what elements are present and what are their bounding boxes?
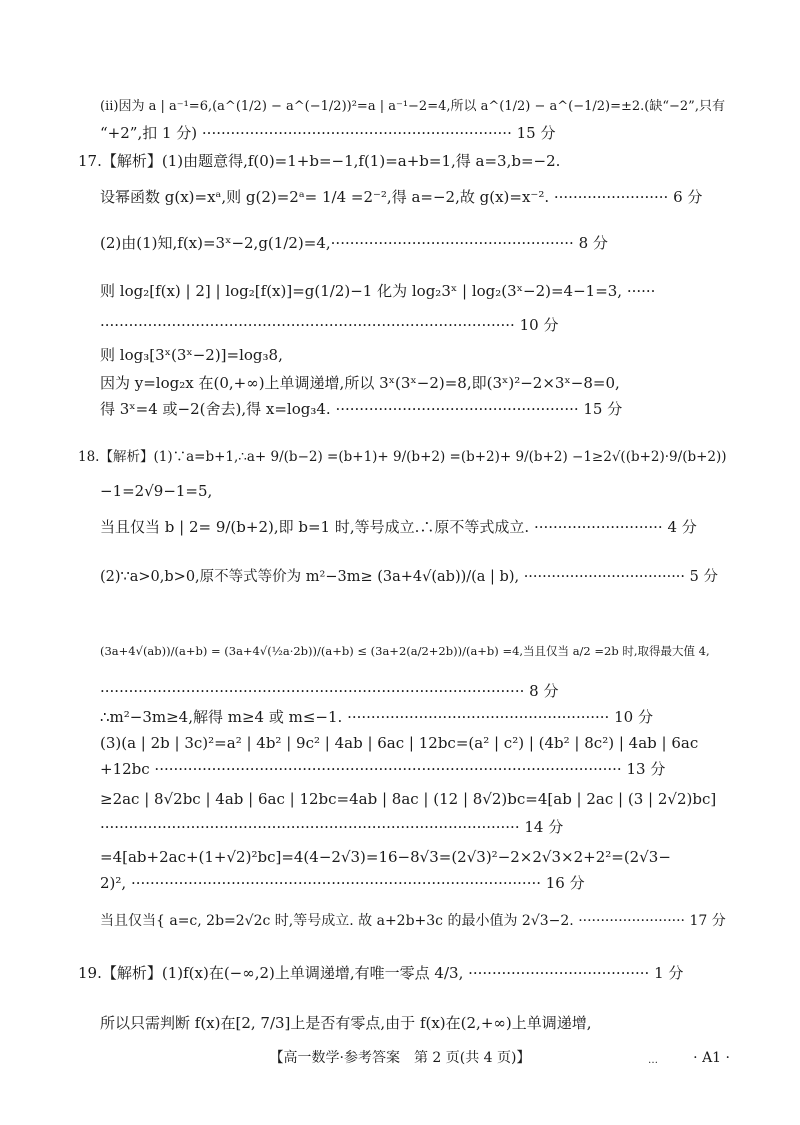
text-line: ∴m²−3m≥4,解得 m≥4 或 m≤−1. ······················································· 10 分 <box>100 708 653 726</box>
text-line: +12bc ·································································································· 13 分 <box>100 760 666 778</box>
text-line: “+2”,扣 1 分) ································································· 15 分 <box>100 124 556 142</box>
problem-19-heading: 19.【解析】(1)f(x)在(−∞,2)上单调递增,有唯一零点 4/3, ······································ 1 分 <box>78 964 684 982</box>
page-footer: 【高一数学·参考答案 第 2 页(共 4 页)】 <box>269 1050 531 1066</box>
text-line: (ⅱ)因为 a | a⁻¹=6,(a^(1/2) − a^(−1/2))²=a | a⁻¹−2=4,所以 a^(1/2) − a^(−1/2)=±2.(缺“−2”,只有 <box>100 99 725 114</box>
text-line: (2)由(1)知,f(x)=3ˣ−2,g(1/2)=4,··················································· 8 分 <box>100 234 608 252</box>
text-line: ······················································································· 10 分 <box>100 316 559 334</box>
text-line: −1=2√9−1=5, <box>100 482 213 500</box>
text-line: 因为 y=log₂x 在(0,+∞)上单调递增,所以 3ˣ(3ˣ−2)=8,即(3ˣ)²−2×3ˣ−8=0, <box>100 374 620 392</box>
problem-18-heading: 18.【解析】(1)∵a=b+1,∴a+ 9/(b−2) =(b+1)+ 9/(b+2) =(b+2)+ 9/(b+2) −1≥2√((b+2)·9/(b+2)) <box>78 449 727 465</box>
text-line: (3a+4√(ab))/(a+b) = (3a+4√(½a·2b))/(a+b) ≤ (3a+2(a/2+2b))/(a+b) =4,当且仅当 a/2 =2b 时,取得最大值 4, <box>100 644 710 658</box>
footer-mark: … <box>648 1055 658 1066</box>
text-line: ≥2ac | 8√2bc | 4ab | 6ac | 12bc=4ab | 8ac | (12 | 8√2)bc=4[ab | 2ac | (3 | 2√2)bc] <box>100 790 717 808</box>
text-line: 2)², ······················································································ 16 分 <box>100 874 585 892</box>
text-line: 所以只需判断 f(x)在[2, 7/3]上是否有零点,由于 f(x)在(2,+∞)上单调递增, <box>100 1014 592 1032</box>
text-line: 则 log₃[3ˣ(3ˣ−2)]=log₃8, <box>100 346 283 364</box>
text-line: 设幂函数 g(x)=xᵃ,则 g(2)=2ᵃ= 1/4 =2⁻²,得 a=−2,故 g(x)=x⁻². ························ 6 分 <box>100 188 703 206</box>
text-line: 当且仅当 b | 2= 9/(b+2),即 b=1 时,等号成立.∴原不等式成立. ··························· 4 分 <box>100 518 697 536</box>
text-line: ························································································ 14 分 <box>100 818 564 836</box>
problem-17-heading: 17.【解析】(1)由题意得,f(0)=1+b=−1,f(1)=a+b=1,得 a=3,b=−2. <box>78 152 561 170</box>
text-line: (2)∵a>0,b>0,原不等式等价为 m²−3m≥ (3a+4√(ab))/(a | b), ··································· 5 分 <box>100 569 718 585</box>
text-line: (3)(a | 2b | 3c)²=a² | 4b² | 9c² | 4ab | 6ac | 12bc=(a² | c²) | (4b² | 8c²) | 4ab | 6ac <box>100 734 699 752</box>
page-code: · A1 · <box>693 1050 730 1066</box>
text-line: 得 3ˣ=4 或−2(舍去),得 x=log₃4. ··················································· 15 分 <box>100 400 623 418</box>
text-line: 当且仅当{ a=c, 2b=2√2c 时,等号成立. 故 a+2b+3c 的最小值为 2√3−2. ························ 17 分 <box>100 913 726 929</box>
text-line: ························································································· 8 分 <box>100 682 559 700</box>
text-line: =4[ab+2ac+(1+√2)²bc]=4(4−2√3)=16−8√3=(2√3)²−2×2√3×2+2²=(2√3− <box>100 848 671 866</box>
text-line: 则 log₂[f(x) | 2] | log₂[f(x)]=g(1/2)−1 化为 log₂3ˣ | log₂(3ˣ−2)=4−1=3, ······ <box>100 282 656 300</box>
